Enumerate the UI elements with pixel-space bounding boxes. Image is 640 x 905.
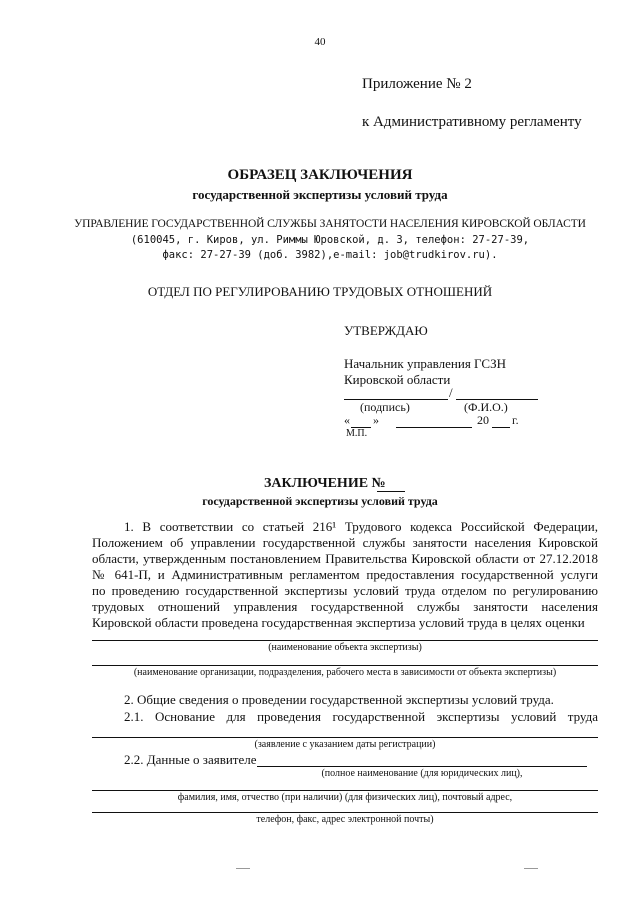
signature-label: (подпись): [360, 400, 410, 414]
approve-word: УТВЕРЖДАЮ: [344, 323, 428, 338]
appendix-subtitle: к Административному регламенту: [362, 114, 582, 130]
caption-person: фамилия, имя, отчество (при наличии) (для физических лиц), почтовый адрес,: [177, 792, 513, 803]
date-quote-open: «: [344, 413, 350, 427]
approver-position: Начальник управления ГСЗН: [344, 356, 506, 371]
paragraph-1-line: 1. В соответствии со статьей 216¹ Трудового кодекса Российской Федерации,: [124, 519, 598, 534]
signature-slash: /: [449, 385, 453, 400]
person-line: [92, 790, 598, 791]
organization-line: [92, 665, 598, 666]
caption-fullname: (полное наименование (для юридических лиц),: [321, 768, 523, 779]
caption-object: (наименование объекта экспертизы): [268, 642, 422, 653]
conclusion-number-line: [377, 491, 405, 492]
caption-organization: (наименование организации, подразделения, рабочего места в зависимости от объекта экспертизы): [133, 667, 557, 678]
paragraph-1-line: № 641-П, и Административным регламентом предоставления государственной услуги: [92, 567, 598, 582]
org-name: УПРАВЛЕНИЕ ГОСУДАРСТВЕННОЙ СЛУЖБЫ ЗАНЯТОСТИ НАСЕЛЕНИЯ КИРОВСКОЙ ОБЛАСТИ: [74, 218, 586, 230]
page-number: 40: [314, 36, 326, 48]
caption-statement: (заявление с указанием даты регистрации): [254, 739, 436, 750]
paragraph-1-line: по проведению государственной экспертизы условий труда отделом по регулированию: [92, 583, 598, 598]
object-line: [92, 640, 598, 641]
contacts-line: [92, 812, 598, 813]
scan-mark: [524, 868, 538, 869]
applicant-line: [257, 766, 587, 767]
fio-label: (Ф.И.О.): [464, 400, 508, 414]
statement-line: [92, 737, 598, 738]
document-subtitle: государственной экспертизы условий труда: [192, 187, 448, 202]
conclusion-subtitle: государственной экспертизы условий труда: [202, 494, 438, 508]
caption-contacts: телефон, факс, адрес электронной почты): [256, 814, 434, 825]
section-2-2: 2.2. Данные о заявителе: [124, 752, 257, 767]
conclusion-title: ЗАКЛЮЧЕНИЕ №: [264, 476, 386, 491]
approver-region: Кировской области: [344, 372, 451, 387]
paragraph-1-line: области, утвержденным постановлением Правительства Кировской области от 27.12.2018: [92, 551, 598, 566]
org-address: (610045, г. Киров, ул. Риммы Юровской, д. 3, телефон: 27-27-39,: [130, 234, 530, 246]
month-line: [396, 427, 472, 428]
department-name: ОТДЕЛ ПО РЕГУЛИРОВАНИЮ ТРУДОВЫХ ОТНОШЕНИЙ: [147, 284, 493, 299]
paragraph-1-line: Кировской области проведена государственная экспертиза условий труда в целях оценки: [92, 615, 585, 630]
date-quote-close: »: [373, 413, 379, 427]
appendix-title: Приложение № 2: [362, 76, 472, 92]
document-title: ОБРАЗЕЦ ЗАКЛЮЧЕНИЯ: [227, 167, 413, 183]
year-suffix: г.: [512, 413, 519, 427]
year-prefix: 20: [477, 413, 489, 427]
section-2-1: 2.1. Основание для проведения государственной экспертизы условий труда: [124, 709, 598, 724]
stamp-label: М.П.: [346, 428, 368, 439]
scan-mark: [236, 868, 250, 869]
paragraph-1-line: трудовых отношений управления государственной службы занятости населения: [92, 599, 598, 614]
section-2-heading: 2. Общие сведения о проведении государственной экспертизы условий труда.: [124, 692, 554, 707]
year-line: [492, 427, 510, 428]
org-fax-email: факс: 27-27-39 (доб. 3982),e-mail: job@trudkirov.ru).: [162, 249, 498, 261]
paragraph-1-line: Положением об управлении государственной службы занятости населения Кировской: [92, 535, 598, 550]
